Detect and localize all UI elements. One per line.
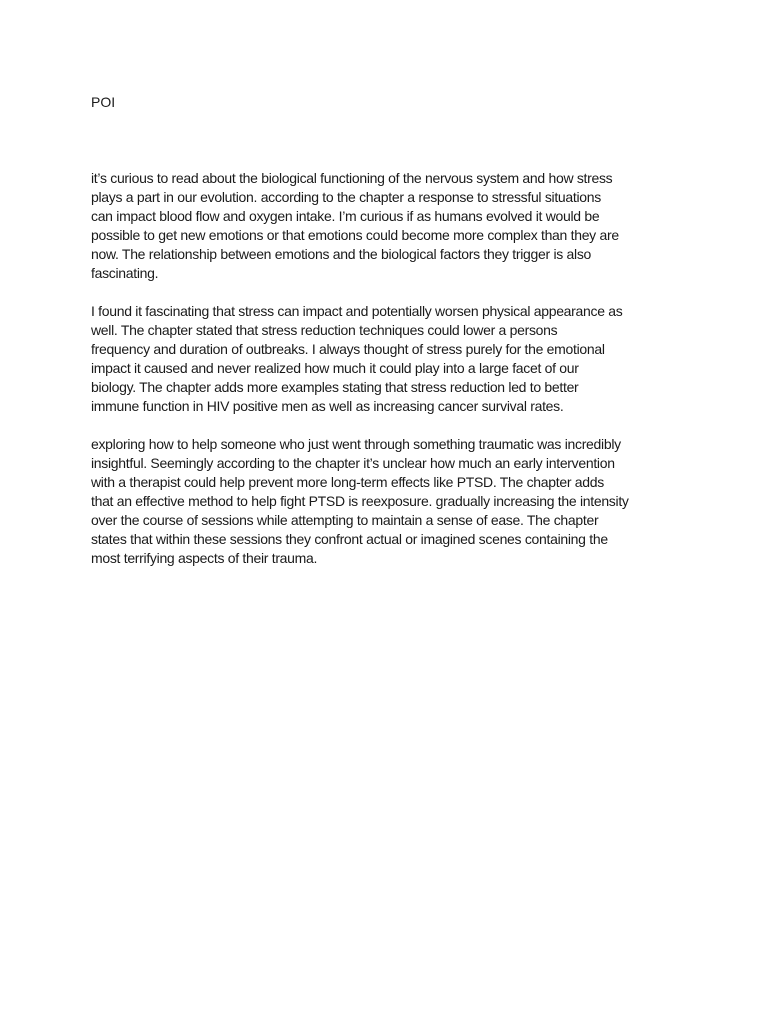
text-line: over the course of sessions while attempting to maintain a sense of ease. The chapter xyxy=(91,512,599,528)
text-line: exploring how to help someone who just went through something traumatic was incredibly xyxy=(91,436,621,452)
text-line: it’s curious to read about the biological functioning of the nervous system and how stress xyxy=(91,170,613,186)
text-line: well. The chapter stated that stress reduction techniques could lower a persons xyxy=(91,322,558,338)
text-line: most terrifying aspects of their trauma. xyxy=(91,550,318,566)
text-line: can impact blood flow and oxygen intake. I’m curious if as humans evolved it would be xyxy=(91,208,600,224)
text-line: that an effective method to help fight PTSD is reexposure. gradually increasing the intensity xyxy=(91,493,629,509)
text-line: insightful. Seemingly according to the chapter it’s unclear how much an early intervention xyxy=(91,455,615,471)
text-line: biology. The chapter adds more examples stating that stress reduction led to better xyxy=(91,379,579,395)
paragraph-2 xyxy=(91,302,691,416)
text-line: I found it fascinating that stress can impact and potentially worsen physical appearance as xyxy=(91,303,623,319)
text-line: with a therapist could help prevent more long-term effects like PTSD. The chapter adds xyxy=(91,474,604,490)
text-line: frequency and duration of outbreaks. I always thought of stress purely for the emotional xyxy=(91,341,605,357)
document-body xyxy=(91,169,691,587)
text-line: fascinating. xyxy=(91,265,159,281)
text-line: impact it caused and never realized how much it could play into a large facet of our xyxy=(91,360,579,376)
text-line: possible to get new emotions or that emotions could become more complex than they are xyxy=(91,227,619,243)
text-line: states that within these sessions they confront actual or imagined scenes containing the xyxy=(91,531,608,547)
document-title: POI xyxy=(91,94,116,110)
text-line: plays a part in our evolution. according to the chapter a response to stressful situations xyxy=(91,189,601,205)
paragraph-1 xyxy=(91,169,691,283)
paragraph-3 xyxy=(91,435,691,568)
text-line: immune function in HIV positive men as well as increasing cancer survival rates. xyxy=(91,398,564,414)
text-line: now. The relationship between emotions and the biological factors they trigger is also xyxy=(91,246,592,262)
